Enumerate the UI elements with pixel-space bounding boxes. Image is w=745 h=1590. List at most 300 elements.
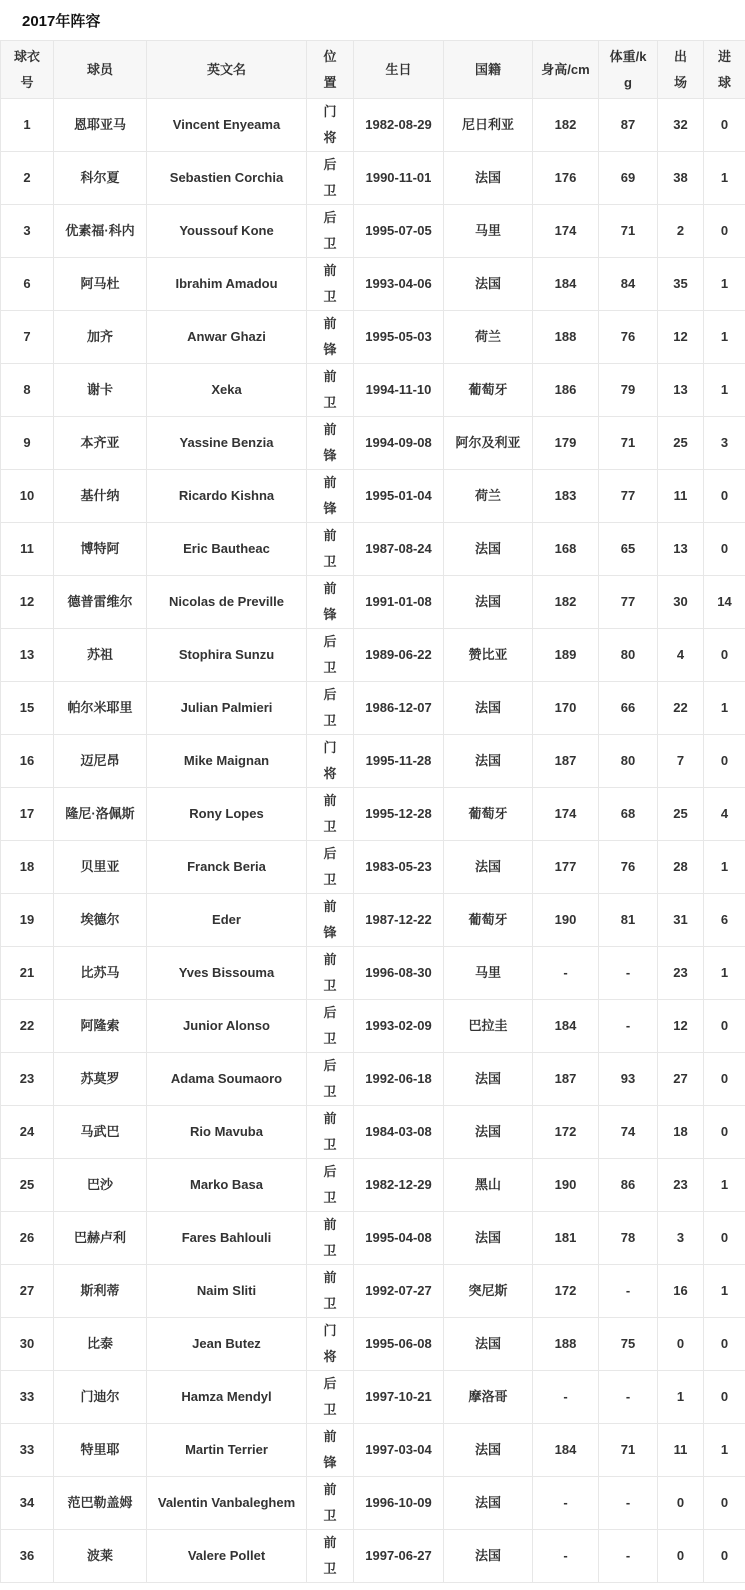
cell-nationality: 法国 [444,1530,533,1583]
cell-height: 188 [533,311,599,364]
table-row [1,735,745,788]
cell-birthday: 1982-12-29 [354,1159,444,1212]
table-row [1,682,745,735]
cell-player-name: 基什纳 [54,470,147,523]
cell-birthday: 1990-11-01 [354,152,444,205]
cell-goals: 0 [704,629,745,682]
cell-position: 前卫 [307,1212,354,1265]
cell-nationality: 法国 [444,1106,533,1159]
cell-appearances: 23 [658,947,704,1000]
cell-nationality: 法国 [444,841,533,894]
cell-weight: 93 [599,1053,658,1106]
cell-nationality: 马里 [444,205,533,258]
column-header-appearances: 出场 [658,41,704,99]
cell-player-name: 马武巴 [54,1106,147,1159]
cell-birthday: 1995-11-28 [354,735,444,788]
cell-goals: 1 [704,152,745,205]
cell-birthday: 1984-03-08 [354,1106,444,1159]
cell-position: 后卫 [307,841,354,894]
cell-jersey-number: 26 [1,1212,54,1265]
cell-appearances: 13 [658,523,704,576]
cell-position: 前卫 [307,788,354,841]
cell-jersey-number: 21 [1,947,54,1000]
table-row [1,788,745,841]
table-row [1,205,745,258]
column-header-weight: 体重/kg [599,41,658,99]
cell-weight: - [599,947,658,1000]
table-body [1,99,745,1583]
cell-birthday: 1987-08-24 [354,523,444,576]
cell-position: 后卫 [307,1000,354,1053]
cell-height: 184 [533,258,599,311]
cell-birthday: 1995-07-05 [354,205,444,258]
table-row [1,1318,745,1371]
cell-height: 190 [533,1159,599,1212]
cell-weight: 84 [599,258,658,311]
cell-english-name: Julian Palmieri [147,682,307,735]
table-row [1,576,745,629]
cell-player-name: 苏祖 [54,629,147,682]
cell-nationality: 法国 [444,1318,533,1371]
cell-position: 前卫 [307,1530,354,1583]
column-header-english-name: 英文名 [147,41,307,99]
cell-birthday: 1991-01-08 [354,576,444,629]
cell-player-name: 隆尼·洛佩斯 [54,788,147,841]
cell-jersey-number: 24 [1,1106,54,1159]
cell-jersey-number: 33 [1,1371,54,1424]
cell-nationality: 法国 [444,523,533,576]
cell-weight: 66 [599,682,658,735]
cell-english-name: Ricardo Kishna [147,470,307,523]
cell-birthday: 1992-06-18 [354,1053,444,1106]
cell-position: 后卫 [307,1159,354,1212]
cell-height: - [533,947,599,1000]
cell-weight: 69 [599,152,658,205]
cell-goals: 0 [704,1053,745,1106]
column-header-birthday: 生日 [354,41,444,99]
cell-appearances: 27 [658,1053,704,1106]
cell-jersey-number: 36 [1,1530,54,1583]
cell-position: 前锋 [307,311,354,364]
cell-height: 187 [533,1053,599,1106]
cell-height: 170 [533,682,599,735]
cell-height: 172 [533,1106,599,1159]
table-row [1,1265,745,1318]
table-row [1,523,745,576]
column-header-nationality: 国籍 [444,41,533,99]
cell-goals: 1 [704,258,745,311]
cell-jersey-number: 15 [1,682,54,735]
cell-player-name: 帕尔米耶里 [54,682,147,735]
cell-english-name: Xeka [147,364,307,417]
column-header-height: 身高/cm [533,41,599,99]
cell-english-name: Yves Bissouma [147,947,307,1000]
cell-english-name: Hamza Mendyl [147,1371,307,1424]
cell-appearances: 13 [658,364,704,417]
cell-nationality: 黑山 [444,1159,533,1212]
cell-position: 前锋 [307,470,354,523]
cell-appearances: 12 [658,311,704,364]
cell-appearances: 0 [658,1318,704,1371]
cell-player-name: 阿隆索 [54,1000,147,1053]
cell-weight: - [599,1000,658,1053]
cell-jersey-number: 30 [1,1318,54,1371]
cell-english-name: Marko Basa [147,1159,307,1212]
table-row [1,152,745,205]
cell-position: 后卫 [307,629,354,682]
cell-height: 172 [533,1265,599,1318]
cell-jersey-number: 13 [1,629,54,682]
cell-appearances: 3 [658,1212,704,1265]
cell-nationality: 荷兰 [444,311,533,364]
cell-player-name: 埃德尔 [54,894,147,947]
cell-nationality: 法国 [444,1212,533,1265]
table-header-row [1,41,745,99]
cell-english-name: Youssouf Kone [147,205,307,258]
cell-player-name: 巴沙 [54,1159,147,1212]
cell-height: 168 [533,523,599,576]
cell-goals: 4 [704,788,745,841]
cell-birthday: 1993-04-06 [354,258,444,311]
cell-birthday: 1997-06-27 [354,1530,444,1583]
cell-position: 后卫 [307,205,354,258]
cell-height: - [533,1477,599,1530]
table-row [1,1000,745,1053]
cell-position: 前卫 [307,947,354,1000]
cell-height: 187 [533,735,599,788]
cell-position: 前锋 [307,1424,354,1477]
table-row [1,417,745,470]
cell-goals: 1 [704,1265,745,1318]
cell-goals: 0 [704,1000,745,1053]
cell-position: 前卫 [307,258,354,311]
cell-birthday: 1987-12-22 [354,894,444,947]
cell-height: 176 [533,152,599,205]
cell-english-name: Eder [147,894,307,947]
column-header-jersey-number: 球衣号 [1,41,54,99]
cell-english-name: Yassine Benzia [147,417,307,470]
cell-jersey-number: 25 [1,1159,54,1212]
cell-position: 前锋 [307,576,354,629]
cell-appearances: 16 [658,1265,704,1318]
cell-jersey-number: 3 [1,205,54,258]
cell-birthday: 1996-10-09 [354,1477,444,1530]
cell-goals: 0 [704,1371,745,1424]
cell-birthday: 1995-01-04 [354,470,444,523]
table-row [1,841,745,894]
cell-player-name: 范巴勒盖姆 [54,1477,147,1530]
cell-player-name: 波莱 [54,1530,147,1583]
cell-appearances: 28 [658,841,704,894]
table-row [1,99,745,152]
table-row [1,1371,745,1424]
cell-goals: 0 [704,470,745,523]
cell-birthday: 1989-06-22 [354,629,444,682]
cell-player-name: 比泰 [54,1318,147,1371]
cell-birthday: 1995-06-08 [354,1318,444,1371]
cell-player-name: 德普雷维尔 [54,576,147,629]
cell-jersey-number: 19 [1,894,54,947]
cell-nationality: 荷兰 [444,470,533,523]
cell-appearances: 1 [658,1371,704,1424]
cell-jersey-number: 18 [1,841,54,894]
cell-english-name: Stophira Sunzu [147,629,307,682]
cell-english-name: Jean Butez [147,1318,307,1371]
cell-height: 179 [533,417,599,470]
cell-height: - [533,1530,599,1583]
cell-english-name: Mike Maignan [147,735,307,788]
cell-appearances: 0 [658,1530,704,1583]
cell-jersey-number: 17 [1,788,54,841]
cell-birthday: 1995-05-03 [354,311,444,364]
table-row [1,1424,745,1477]
cell-goals: 0 [704,205,745,258]
cell-player-name: 谢卡 [54,364,147,417]
cell-weight: 80 [599,629,658,682]
cell-english-name: Junior Alonso [147,1000,307,1053]
cell-nationality: 法国 [444,576,533,629]
column-header-goals: 进球 [704,41,745,99]
cell-height: 186 [533,364,599,417]
cell-weight: 76 [599,311,658,364]
cell-weight: 80 [599,735,658,788]
table-row [1,629,745,682]
cell-nationality: 葡萄牙 [444,364,533,417]
cell-position: 后卫 [307,682,354,735]
cell-position: 后卫 [307,1371,354,1424]
cell-nationality: 马里 [444,947,533,1000]
cell-weight: 78 [599,1212,658,1265]
cell-player-name: 斯利蒂 [54,1265,147,1318]
cell-goals: 14 [704,576,745,629]
squad-table [0,40,745,1583]
cell-goals: 0 [704,1212,745,1265]
cell-nationality: 巴拉圭 [444,1000,533,1053]
cell-appearances: 0 [658,1477,704,1530]
cell-weight: - [599,1265,658,1318]
cell-jersey-number: 12 [1,576,54,629]
cell-position: 后卫 [307,152,354,205]
cell-goals: 1 [704,841,745,894]
column-header-player-name: 球员 [54,41,147,99]
table-row [1,1053,745,1106]
cell-english-name: Nicolas de Preville [147,576,307,629]
table-row [1,947,745,1000]
cell-player-name: 门迪尔 [54,1371,147,1424]
cell-player-name: 迈尼昂 [54,735,147,788]
cell-english-name: Naim Sliti [147,1265,307,1318]
cell-english-name: Ibrahim Amadou [147,258,307,311]
cell-goals: 1 [704,1424,745,1477]
cell-english-name: Franck Beria [147,841,307,894]
cell-height: 181 [533,1212,599,1265]
cell-nationality: 赞比亚 [444,629,533,682]
cell-birthday: 1983-05-23 [354,841,444,894]
cell-goals: 1 [704,1159,745,1212]
cell-english-name: Eric Bautheac [147,523,307,576]
cell-weight: 76 [599,841,658,894]
table-row [1,894,745,947]
cell-weight: 77 [599,470,658,523]
cell-player-name: 比苏马 [54,947,147,1000]
cell-english-name: Vincent Enyeama [147,99,307,152]
cell-player-name: 巴赫卢利 [54,1212,147,1265]
table-row [1,311,745,364]
cell-weight: - [599,1371,658,1424]
cell-birthday: 1994-11-10 [354,364,444,417]
cell-weight: 87 [599,99,658,152]
cell-appearances: 25 [658,417,704,470]
cell-player-name: 贝里亚 [54,841,147,894]
cell-jersey-number: 34 [1,1477,54,1530]
cell-appearances: 22 [658,682,704,735]
cell-player-name: 博特阿 [54,523,147,576]
cell-height: 184 [533,1000,599,1053]
cell-birthday: 1996-08-30 [354,947,444,1000]
cell-height: 190 [533,894,599,947]
cell-position: 前锋 [307,894,354,947]
cell-position: 前卫 [307,1106,354,1159]
cell-nationality: 阿尔及利亚 [444,417,533,470]
cell-jersey-number: 16 [1,735,54,788]
cell-weight: 68 [599,788,658,841]
cell-jersey-number: 1 [1,99,54,152]
table-row [1,1530,745,1583]
cell-weight: 77 [599,576,658,629]
cell-english-name: Valere Pollet [147,1530,307,1583]
cell-weight: - [599,1530,658,1583]
cell-goals: 6 [704,894,745,947]
cell-nationality: 突尼斯 [444,1265,533,1318]
cell-player-name: 加齐 [54,311,147,364]
cell-nationality: 法国 [444,258,533,311]
cell-appearances: 25 [658,788,704,841]
cell-goals: 0 [704,99,745,152]
cell-goals: 1 [704,364,745,417]
table-header [1,41,745,99]
cell-goals: 0 [704,735,745,788]
cell-jersey-number: 27 [1,1265,54,1318]
cell-nationality: 法国 [444,682,533,735]
cell-birthday: 1982-08-29 [354,99,444,152]
cell-appearances: 12 [658,1000,704,1053]
cell-goals: 3 [704,417,745,470]
cell-weight: 75 [599,1318,658,1371]
table-row [1,1106,745,1159]
cell-goals: 0 [704,1106,745,1159]
cell-position: 前卫 [307,523,354,576]
cell-position: 门将 [307,735,354,788]
cell-nationality: 法国 [444,152,533,205]
table-row [1,258,745,311]
cell-position: 门将 [307,99,354,152]
cell-player-name: 阿马杜 [54,258,147,311]
cell-english-name: Rio Mavuba [147,1106,307,1159]
cell-goals: 0 [704,1318,745,1371]
cell-birthday: 1995-04-08 [354,1212,444,1265]
cell-player-name: 本齐亚 [54,417,147,470]
cell-appearances: 11 [658,1424,704,1477]
cell-appearances: 11 [658,470,704,523]
cell-english-name: Fares Bahlouli [147,1212,307,1265]
cell-player-name: 恩耶亚马 [54,99,147,152]
cell-appearances: 32 [658,99,704,152]
cell-english-name: Anwar Ghazi [147,311,307,364]
cell-jersey-number: 2 [1,152,54,205]
cell-goals: 1 [704,311,745,364]
cell-height: 184 [533,1424,599,1477]
cell-nationality: 法国 [444,1424,533,1477]
cell-appearances: 38 [658,152,704,205]
cell-nationality: 尼日利亚 [444,99,533,152]
cell-position: 门将 [307,1318,354,1371]
cell-height: 189 [533,629,599,682]
cell-birthday: 1997-03-04 [354,1424,444,1477]
cell-height: - [533,1371,599,1424]
cell-player-name: 特里耶 [54,1424,147,1477]
cell-weight: 65 [599,523,658,576]
cell-appearances: 31 [658,894,704,947]
cell-weight: 71 [599,1424,658,1477]
cell-appearances: 4 [658,629,704,682]
cell-birthday: 1997-10-21 [354,1371,444,1424]
table-row [1,1159,745,1212]
cell-weight: - [599,1477,658,1530]
cell-goals: 0 [704,523,745,576]
cell-position: 前卫 [307,1477,354,1530]
cell-height: 177 [533,841,599,894]
cell-weight: 71 [599,417,658,470]
cell-appearances: 35 [658,258,704,311]
column-header-position: 位置 [307,41,354,99]
cell-jersey-number: 7 [1,311,54,364]
cell-english-name: Rony Lopes [147,788,307,841]
cell-birthday: 1992-07-27 [354,1265,444,1318]
cell-height: 188 [533,1318,599,1371]
cell-weight: 79 [599,364,658,417]
page-title: 2017年阵容 [22,13,101,30]
cell-english-name: Sebastien Corchia [147,152,307,205]
cell-jersey-number: 33 [1,1424,54,1477]
cell-weight: 74 [599,1106,658,1159]
cell-jersey-number: 11 [1,523,54,576]
cell-appearances: 2 [658,205,704,258]
cell-english-name: Adama Soumaoro [147,1053,307,1106]
cell-appearances: 23 [658,1159,704,1212]
table-row [1,1477,745,1530]
cell-goals: 1 [704,682,745,735]
cell-jersey-number: 10 [1,470,54,523]
cell-height: 174 [533,205,599,258]
cell-nationality: 摩洛哥 [444,1371,533,1424]
cell-birthday: 1993-02-09 [354,1000,444,1053]
cell-player-name: 苏莫罗 [54,1053,147,1106]
cell-position: 前锋 [307,417,354,470]
cell-birthday: 1994-09-08 [354,417,444,470]
cell-appearances: 30 [658,576,704,629]
cell-nationality: 葡萄牙 [444,894,533,947]
cell-english-name: Valentin Vanbaleghem [147,1477,307,1530]
cell-height: 182 [533,99,599,152]
table-row [1,470,745,523]
cell-appearances: 7 [658,735,704,788]
cell-position: 前卫 [307,364,354,417]
cell-weight: 86 [599,1159,658,1212]
cell-weight: 81 [599,894,658,947]
cell-position: 前卫 [307,1265,354,1318]
cell-weight: 71 [599,205,658,258]
cell-jersey-number: 6 [1,258,54,311]
